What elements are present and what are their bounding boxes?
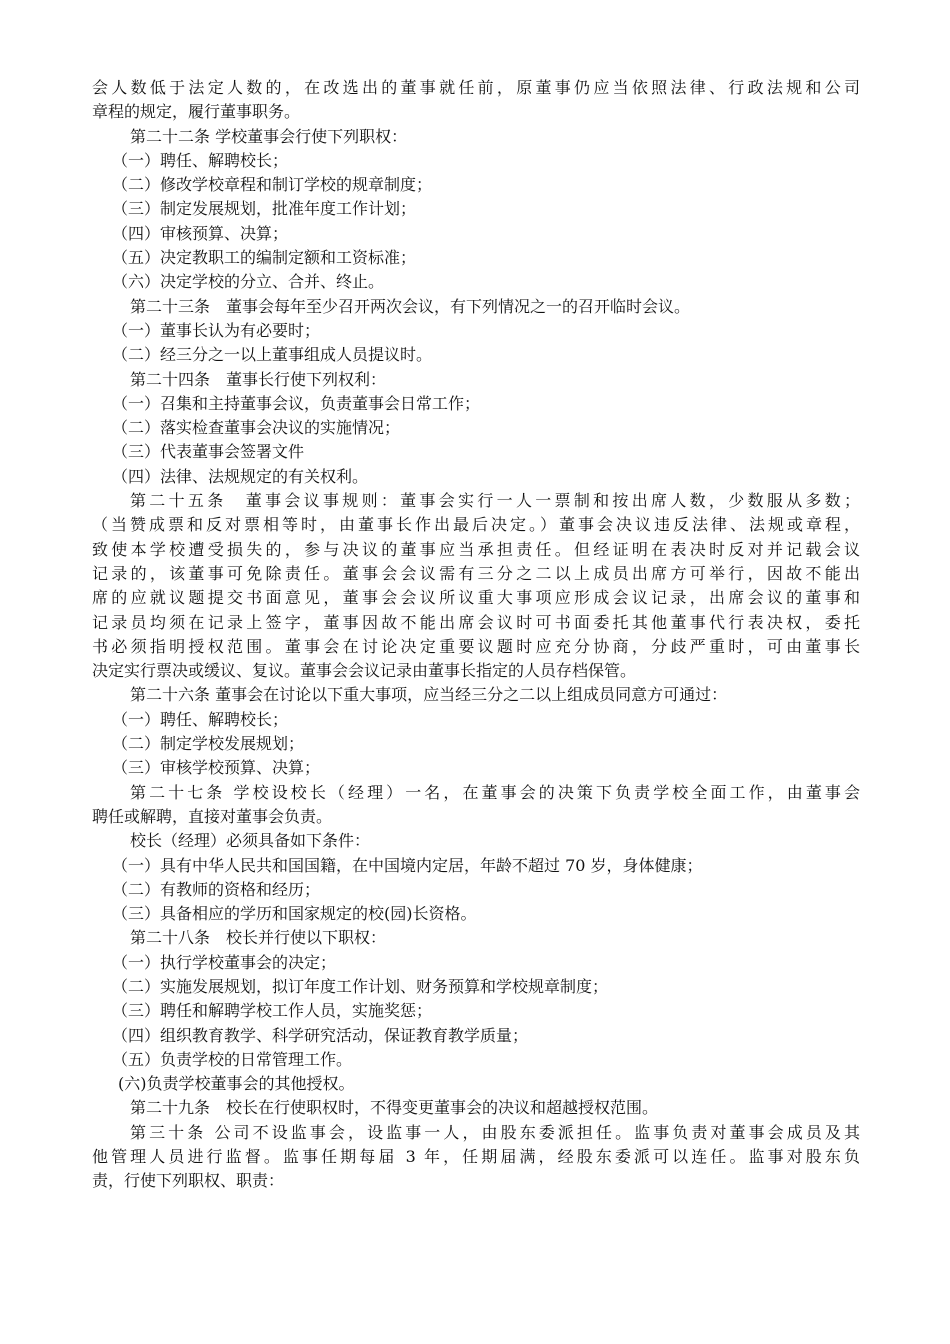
article-heading: 第二十五条 董事会议事规则：董事会实行一人一票制和按出席人数，少数服从多数； xyxy=(130,491,860,511)
text-line: 席的应就议题提交书面意见，董事会会议所议重大事项应形成会议记录，出席会议的董事和 xyxy=(92,588,860,608)
list-item: （四）组织教育教学、科学研究活动，保证教育教学质量； xyxy=(112,1025,529,1045)
text-line: 校长（经理）必须具备如下条件： xyxy=(130,831,371,851)
list-item: （二）经三分之一以上董事组成人员提议时。 xyxy=(112,345,433,365)
list-item: （三）具备相应的学历和国家规定的校(园)长资格。 xyxy=(112,904,477,924)
article-heading: 第二十四条 董事长行使下列权利： xyxy=(130,369,387,389)
list-item: （三）代表董事会签署文件 xyxy=(112,442,305,462)
text-line: 决定实行票决或缓议、复议。董事会会议记录由董事长指定的人员存档保管。 xyxy=(92,661,637,681)
list-item: （一）董事长认为有必要时； xyxy=(112,320,321,340)
list-item: （四）法律、法规规定的有关权利。 xyxy=(112,466,369,486)
list-item: （三）制定发展规划，批准年度工作计划； xyxy=(112,199,417,219)
article-heading: 第二十九条 校长在行使职权时，不得变更董事会的决议和超越授权范围。 xyxy=(130,1098,659,1118)
article-heading: 第二十八条 校长并行使以下职权： xyxy=(130,928,387,948)
text-line: 书必须指明授权范围。董事会在讨论决定重要议题时应充分协商，分歧严重时，可由董事长 xyxy=(92,636,860,656)
list-item: （二）落实检查董事会决议的实施情况； xyxy=(112,418,401,438)
list-item: （一）具有中华人民共和国国籍，在中国境内定居，年龄不超过 70 岁，身体健康； xyxy=(112,855,703,875)
list-item: （四）审核预算、决算； xyxy=(112,223,289,243)
text-line: 责，行使下列职权、职责： xyxy=(92,1171,285,1191)
text-line: 记录的，该董事可免除责任。董事会会议需有三分之二以上成员出席方可举行，因故不能出 xyxy=(92,563,860,583)
article-heading: 第二十七条 学校设校长（经理）一名，在董事会的决策下负责学校全面工作，由董事会 xyxy=(130,782,860,802)
list-item: （二）实施发展规划，拟订年度工作计划、财务预算和学校规章制度； xyxy=(112,976,609,996)
list-item: （六）决定学校的分立、合并、终止。 xyxy=(112,272,385,292)
list-item: (六)负责学校董事会的其他授权。 xyxy=(118,1074,355,1094)
article-heading: 第二十二条 学校董事会行使下列职权： xyxy=(130,126,408,146)
list-item: （一）聘任、解聘校长； xyxy=(112,150,289,170)
list-item: （一）执行学校董事会的决定； xyxy=(112,952,337,972)
text-line: 他管理人员进行监督。监事任期每届 3 年，任期届满，经股东委派可以连任。监事对股东负 xyxy=(92,1147,860,1167)
text-line: 记录员均须在记录上签字，董事因故不能出席会议时可书面委托其他董事代行表决权，委托 xyxy=(92,612,860,632)
text-line: 章程的规定，履行董事职务。 xyxy=(92,102,301,122)
document-page xyxy=(92,76,860,1194)
article-heading: 第二十六条 董事会在讨论以下重大事项，应当经三分之二以上组成员同意方可通过： xyxy=(130,685,728,705)
list-item: （二）修改学校章程和制订学校的规章制度； xyxy=(112,175,433,195)
list-item: （五）负责学校的日常管理工作。 xyxy=(112,1049,353,1069)
list-item: （五）决定教职工的编制定额和工资标准； xyxy=(112,248,417,268)
list-item: （三）聘任和解聘学校工作人员，实施奖惩； xyxy=(112,1001,433,1021)
text-line: 会人数低于法定人数的，在改选出的董事就任前，原董事仍应当依照法律、行政法规和公司 xyxy=(92,78,860,97)
list-item: （二）制定学校发展规划； xyxy=(112,734,305,754)
list-item: （一）聘任、解聘校长； xyxy=(112,709,289,729)
list-item: （一）召集和主持董事会议，负责董事会日常工作； xyxy=(112,393,481,413)
text-line: 致使本学校遭受损失的，参与决议的董事应当承担责任。但经证明在表决时反对并记载会议 xyxy=(92,539,860,559)
article-heading: 第三十条 公司不设监事会，设监事一人，由股东委派担任。监事负责对董事会成员及其 xyxy=(130,1122,860,1142)
list-item: （三）审核学校预算、决算； xyxy=(112,758,321,778)
text-line: （当赞成票和反对票相等时，由董事长作出最后决定。）董事会决议违反法律、法规或章程， xyxy=(92,515,860,535)
list-item: （二）有教师的资格和经历； xyxy=(112,879,321,899)
article-heading: 第二十三条 董事会每年至少召开两次会议，有下列情况之一的召开临时会议。 xyxy=(130,296,691,316)
text-line: 聘任或解聘，直接对董事会负责。 xyxy=(92,806,333,826)
